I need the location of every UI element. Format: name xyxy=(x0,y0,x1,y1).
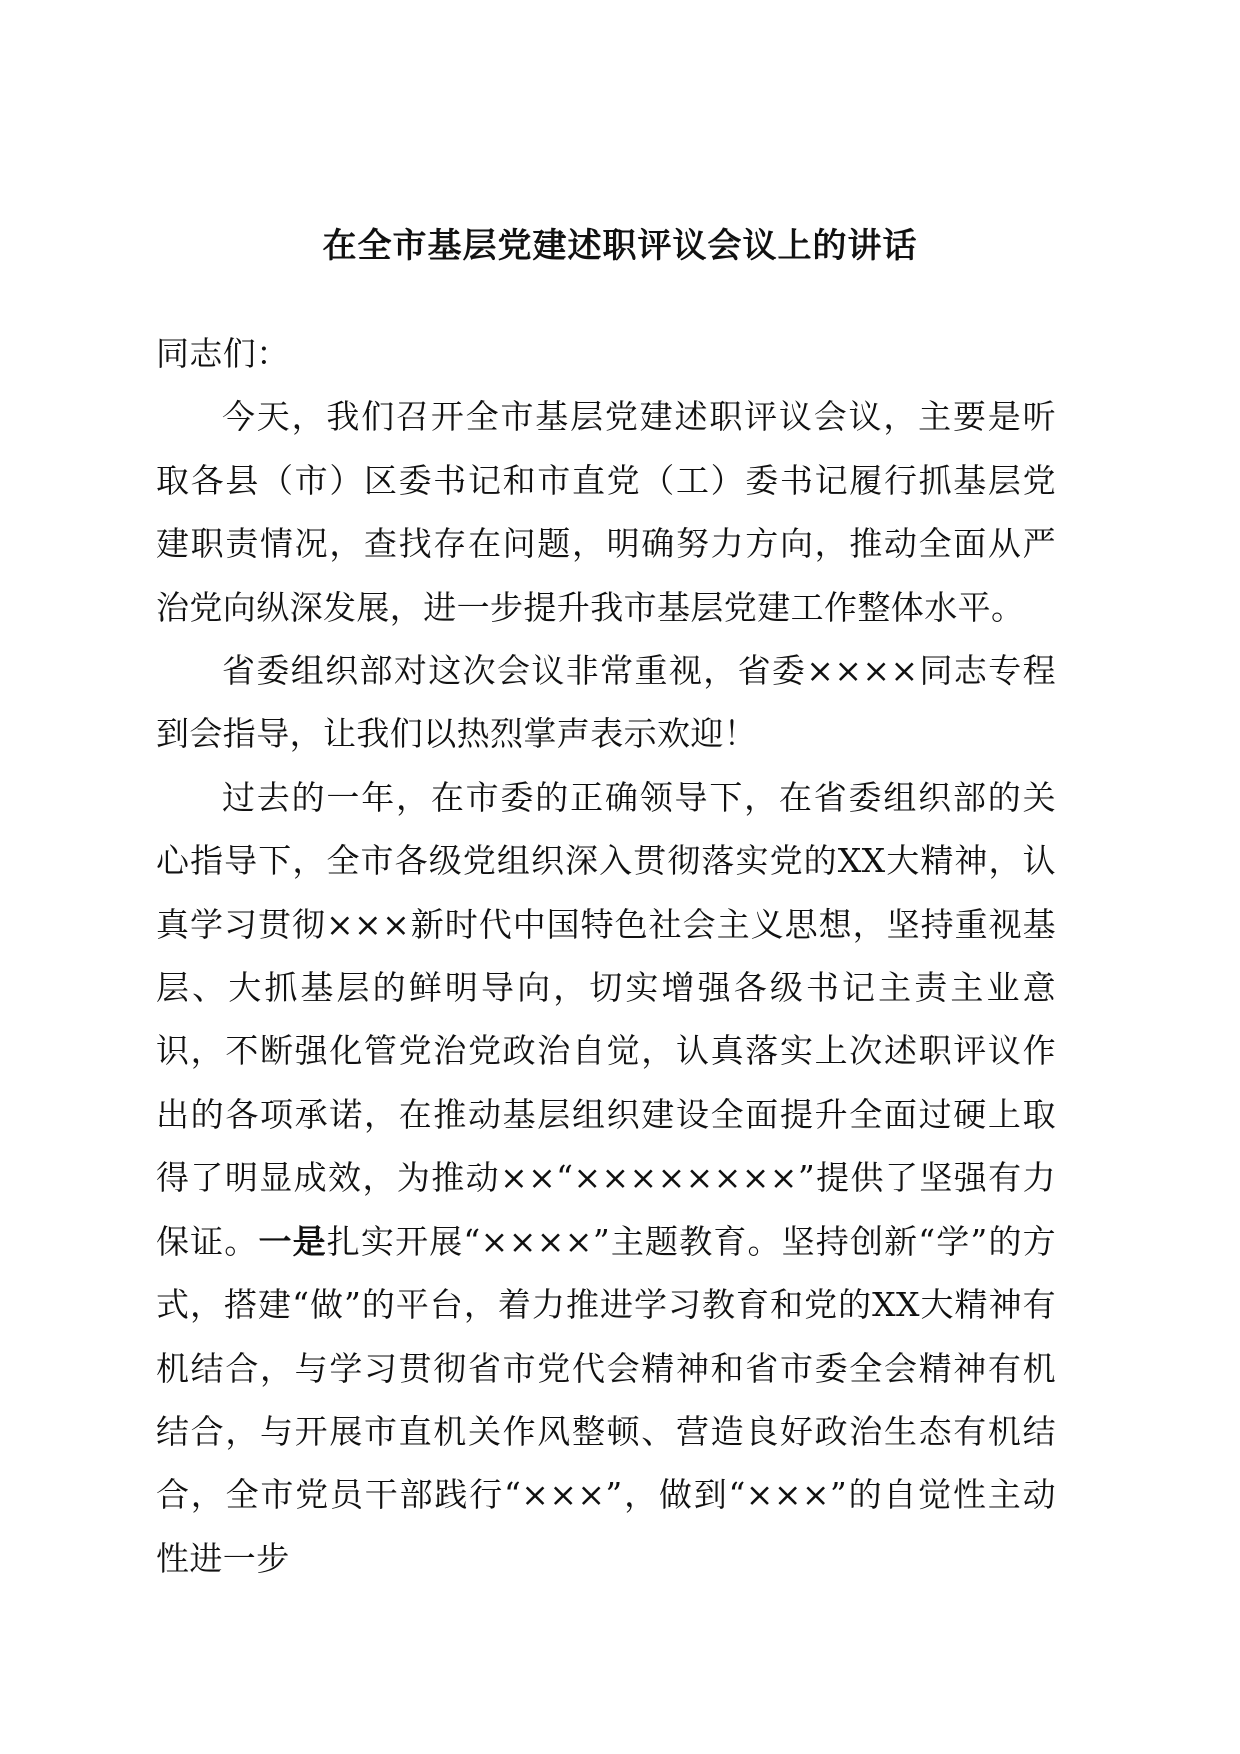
paragraph-review xyxy=(156,766,1056,1590)
paragraph-review-bold-marker: 一是 xyxy=(258,1221,327,1261)
salutation: 同志们： xyxy=(156,334,290,373)
document-body xyxy=(156,322,1056,1590)
document-title: 在全市基层党建述职评议会议上的讲话 xyxy=(322,226,918,266)
paragraph-opening: 今天，我们召开全市基层党建述职评议会议，主要是听取各县（市）区委书记和市直党（工）委书记履行抓基层党建职责情况，查找存在问题，明确努力方向，推动全面从严治党向纵深发展，进一步提升我市基层党建工作整体水平。 xyxy=(156,397,1056,627)
paragraph-review-text-2: 扎实开展“××××”主题教育。坚持创新“学”的方式，搭建“做”的平台，着力推进学习教育和党的XX大精神有机结合，与学习贯彻省市党代会精神和省市委全会精神有机结合，与开展市直机关作风整顿、营造良好政治生态有机结合，全市党员干部践行“×××”，做到“×××”的自觉性主动性进一步 xyxy=(156,1221,1057,1578)
paragraph-welcome: 省委组织部对这次会议非常重视，省委××××同志专程到会指导，让我们以热烈掌声表示欢迎！ xyxy=(156,651,1056,754)
paragraph-review-text-1: 过去的一年，在市委的正确领导下，在省委组织部的关心指导下，全市各级党组织深入贯彻落实党的XX大精神，认真学习贯彻×××新时代中国特色社会主义思想，坚持重视基层、大抓基层的鲜明导向，切实增强各级书记主责主业意识，不断强化管党治党政治自觉，认真落实上次述职评议作出的各项承诺，在推动基层组织建设全面提升全面过硬上取得了明显成效，为推动××“××××××××”提供了坚强有力保证。 xyxy=(156,777,1056,1261)
